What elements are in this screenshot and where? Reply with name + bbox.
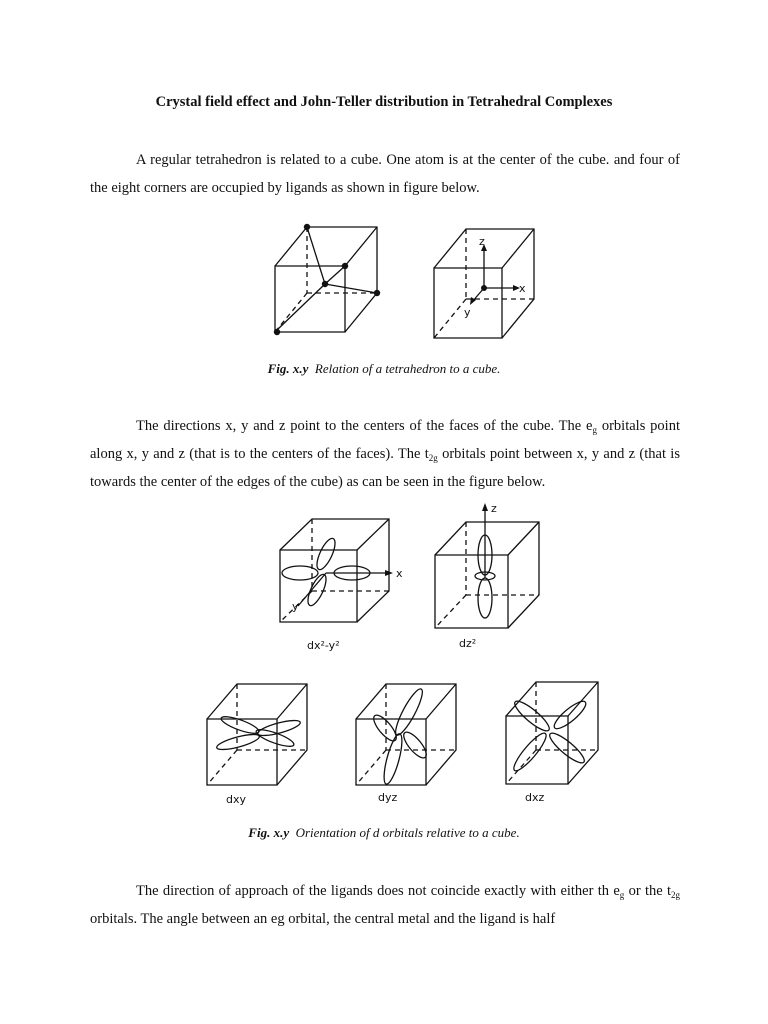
orbital-dxy-diagram (207, 684, 307, 806)
label-dyz: dyz (378, 791, 398, 804)
figure-2-caption-label: Fig. x.y (248, 825, 290, 840)
axis-y-label: y (464, 306, 471, 319)
page-title: Crystal field effect and John-Teller distribution in Tetrahedral Complexes (155, 94, 613, 110)
figure-1-caption-text: Relation of a tetrahedron to a cube. (314, 361, 501, 376)
figure-2-caption-text: Orientation of d orbitals relative to a cube. (295, 825, 520, 840)
orbital-dxz-diagram (506, 682, 598, 804)
cube-axes-diagram (434, 229, 534, 338)
axis-x-label: x (519, 282, 526, 295)
figure-d-orbitals (0, 500, 768, 810)
paragraph-directions: The directions x, y and z point to the centers of the faces of the cube. The $e_g$ orbitals point along x, y and z (that is to the centers of the faces). The $t_{2g}$ orbitals point between x, y and z (that is towards the center of the edges of the cube) as can be seen in the figure below. (90, 418, 680, 490)
figure-2-caption (0, 825, 768, 841)
orbital-dx2-y2-diagram (280, 519, 403, 652)
label-dxz: dxz (525, 791, 545, 804)
orbital-dz2-diagram (435, 502, 539, 650)
figure-1-caption-label: Fig. x.y (267, 361, 309, 376)
label-dx2y2: dx²-y² (307, 639, 340, 652)
cube-tetrahedron-diagram (274, 224, 380, 335)
paragraph-intro: A regular tetrahedron is related to a cube. One atom is at the center of the cube. and four of the eight corners are occupied by ligands as shown in figure below. (90, 152, 680, 196)
orbital-dyz-diagram (356, 684, 456, 804)
axis-z-label: z (479, 235, 485, 248)
dz2-axis-z-label: z (491, 502, 497, 515)
figure-tetrahedron-cube (0, 215, 768, 345)
label-dz2: dz² (459, 637, 477, 650)
label-dxy: dxy (226, 793, 247, 806)
paragraph-approach: The direction of approach of the ligands does not coincide exactly with either th $e_g$ or the $t_{2g}$ orbitals. The angle between an eg orbital, the central metal and the ligand is half (90, 883, 681, 927)
dx2y2-axis-y-label: y (292, 600, 299, 613)
dx2y2-axis-x-label: x (396, 567, 403, 580)
figure-1-caption (0, 361, 768, 377)
